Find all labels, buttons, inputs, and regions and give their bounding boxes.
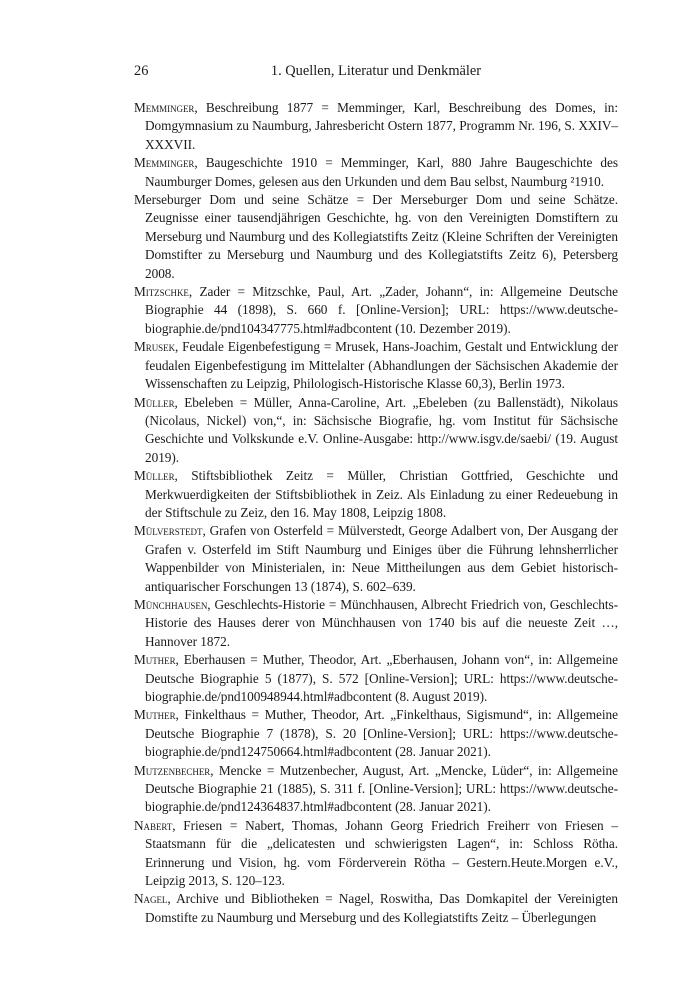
entry-key: Mutzenbecher	[134, 762, 211, 778]
bibliography-entry	[134, 283, 618, 338]
entry-key: Nabert	[134, 817, 173, 833]
entry-key: Müller	[134, 468, 175, 484]
entry-key: Mrusek	[134, 339, 176, 355]
entry-text: , Grafen von Osterfeld = Mülverstedt, George Adalbert von, Der Ausgang der Grafen v. Osterfeld im Stift Naumburg und Einiges über die Führung lehnsherrlicher Wappenbilder von Ministerialen, in: Neue Mittheilungen aus dem Gebiet historisch-antiquarischer Forschungen 13 (1874), S. 602–639.	[145, 523, 618, 594]
bibliography-list	[134, 99, 618, 927]
entry-text: , Archive und Bibliotheken = Nagel, Roswitha, Das Domkapitel der Vereinigten Domstifte zu Naumburg und Merseburg und des Kollegiatstifts Zeitz – Überlegungen	[145, 891, 618, 925]
entry-text: , Stiftsbibliothek Zeitz = Müller, Christian Gottfried, Geschichte und Merkwuerdigkeiten der Stiftsbibliothek in Zeiz. Als Einladung zu einer Redeuebung in der Stiftschule zu Zeiz, den 16. May 1808, Leipzig 1808.	[145, 468, 618, 520]
bibliography-entry	[134, 99, 618, 154]
chapter-title: 1. Quellen, Literatur und Denkmäler	[270, 63, 482, 79]
entry-key: Münchhausen	[134, 596, 208, 612]
running-header	[134, 62, 618, 84]
entry-text: , Eberhausen = Muther, Theodor, Art. „Eberhausen, Johann von“, in: Allgemeine Deutsche Biographie 5 (1877), S. 572 [Online-Version]; URL: https://www.deutsche-biographie.de/pnd100948944.html#adbcontent (8. August 2019).	[145, 652, 618, 704]
bibliography-entry	[134, 338, 618, 393]
entry-key: Muther	[134, 707, 176, 723]
entry-text: , Finkelthaus = Muther, Theodor, Art. „Finkelthaus, Sigismund“, in: Allgemeine Deutsche Biographie 7 (1878), S. 20 [Online-Version]; URL: https://www.deutsche-biographie.de/pnd124750664.html#adbcontent (28. Januar 2021).	[145, 707, 618, 760]
bibliography-entry	[134, 467, 618, 522]
entry-key: Müller	[134, 394, 175, 410]
bibliography-entry	[134, 191, 618, 283]
bibliography-entry	[134, 596, 618, 651]
bibliography-entry	[134, 890, 618, 927]
entry-key: Memminger	[134, 155, 195, 171]
entry-text: , Geschlechts-Historie = Münchhausen, Albrecht Friedrich von, Geschlechts-Historie des Hauses derer von Münchhausen von 1740 bis auf die neueste Zeit …, Hannover 1872.	[145, 596, 618, 649]
bibliography-entry	[134, 706, 618, 761]
book-page	[134, 62, 618, 927]
bibliography-entry	[134, 762, 618, 817]
bibliography-entry	[134, 522, 618, 596]
entry-text: , Mencke = Mutzenbecher, August, Art. „Mencke, Lüder“, in: Allgemeine Deutsche Biographie 21 (1885), S. 311 f. [Online-Version]; URL: https://www.deutsche-biographie.de/pnd124364837.html#adbcontent (28. Januar 2021).	[145, 762, 618, 815]
bibliography-entry	[134, 394, 618, 468]
entry-key: Memminger	[134, 100, 195, 115]
bibliography-entry	[134, 817, 618, 891]
entry-key: Mülverstedt	[134, 523, 203, 539]
entry-text: , Zader = Mitzschke, Paul, Art. „Zader, Johann“, in: Allgemeine Deutsche Biographie 44 (1898), S. 660 f. [Online-Version]; URL: https://www.deutsche-biographie.de/pnd104347775.html#adbcontent (10. Dezember 2019).	[145, 284, 618, 336]
entry-text: , Beschreibung 1877 = Memminger, Karl, Beschreibung des Domes, in: Domgymnasium zu Naumburg, Jahresbericht Ostern 1877, Programm Nr. 196, S. XXIV–XXXVII.	[145, 100, 618, 152]
bibliography-entry	[134, 154, 618, 191]
entry-text: , Ebeleben = Müller, Anna-Caroline, Art. „Ebeleben (zu Ballenstädt), Nikolaus (Nicolaus, Nickel) von,“, in: Sächsische Biografie, hg. vom Institut für Sächsische Geschichte und Volkskunde e.V. Online-Ausgabe: http://www.isgv.de/saebi/ (19. August 2019).	[145, 394, 618, 465]
entry-text: , Feudale Eigenbefestigung = Mrusek, Hans-Joachim, Gestalt und Entwicklung der feudalen Eigenbefestigung im Mittelalter (Abhandlungen der Sächsischen Akademie der Wissenschaften zu Leipzig, Philologisch-Historische Klasse 60,3), Berlin 1973.	[145, 339, 618, 392]
entry-text: , Friesen = Nabert, Thomas, Johann Georg Friedrich Freiherr von Friesen – Staatsmann für die „delicatesten und schwierigsten Lagen“, in: Schloss Rötha. Erinnerung und Vision, hg. vom Förderverein Rötha – Gestern.Heute.Morgen e.V., Leipzig 2013, S. 120–123.	[145, 817, 618, 889]
bibliography-entry	[134, 651, 618, 706]
entry-text: Merseburger Dom und seine Schätze = Der Merseburger Dom und seine Schätze. Zeugnisse einer tausendjährigen Geschichte, hg. von den Vereinigten Domstiftern zu Merseburg und Naumburg und des Kollegiatstifts Zeitz (Kleine Schriften der Vereinigten Domstifter zu Merseburg und Naumburg und des Kollegiatstifts Zeitz 6), Petersberg 2008.	[134, 192, 618, 281]
entry-key: Muther	[134, 652, 176, 668]
entry-text: , Baugeschichte 1910 = Memminger, Karl, 880 Jahre Baugeschichte des Naumburger Domes, gelesen aus den Urkunden und dem Bau selbst, Naumburg ²1910.	[145, 155, 618, 189]
entry-key: Nagel	[134, 891, 168, 907]
entry-key: Mitzschke	[134, 284, 189, 300]
page-number: 26	[134, 63, 149, 79]
